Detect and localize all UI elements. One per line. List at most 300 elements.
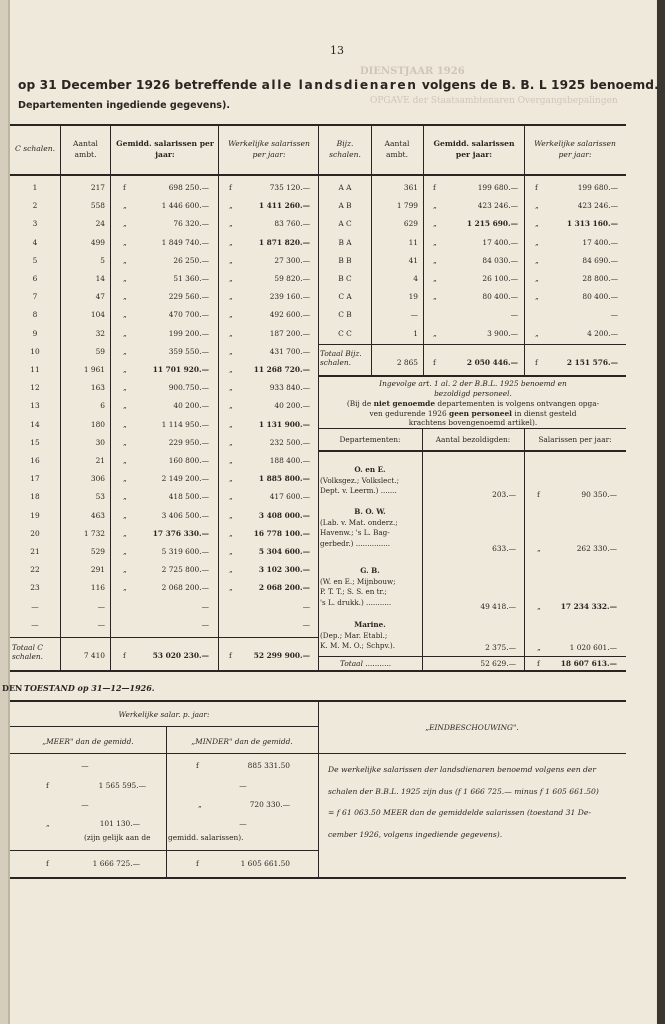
left-row-cur2: „: [229, 456, 233, 465]
right-row-avg: 199 680.—: [477, 183, 518, 192]
left-row-count: 529: [90, 547, 105, 556]
left-row-scale: 13: [30, 401, 40, 410]
left-row-count: 463: [90, 511, 105, 520]
right-col-divider-3: [524, 125, 525, 375]
right-row-cur1: „: [433, 274, 437, 283]
left-row-avg: 160 800.—: [168, 456, 209, 465]
left-row-avg: 5 319 600.—: [161, 547, 209, 556]
center-divider: [318, 125, 319, 670]
left-row-cur1: „: [123, 492, 127, 501]
left-row-cur1: „: [123, 256, 127, 265]
dept-salary-marine: 1 020 601.—: [569, 643, 617, 652]
left-row-cur1: f: [123, 183, 126, 192]
conclusion-text: [328, 759, 624, 845]
right-row-avg: 1 215 690.—: [466, 219, 518, 228]
right-row-cur2: „: [535, 256, 539, 265]
left-row-scale: 9: [32, 329, 38, 338]
left-row-count: 499: [90, 238, 105, 247]
left-row-scale: 17: [30, 474, 40, 483]
right-row-avg: —: [510, 310, 518, 319]
right-row-scale: B A: [338, 238, 352, 247]
right-row-avg: 3 900.—: [487, 329, 518, 338]
meer-row-0: —: [81, 761, 89, 770]
note-line-4b: geen personeel: [449, 409, 512, 418]
left-row-count: 53: [95, 492, 105, 501]
left-row-actual: 1 411 260.—: [258, 201, 310, 210]
note-line-2: bezoldigd personeel.: [434, 389, 512, 398]
minder-row-2: 720 330.—: [249, 800, 290, 809]
left-row-count: 217: [90, 183, 105, 192]
right-row-scale: C A: [338, 292, 352, 301]
left-row-scale: 14: [30, 420, 40, 429]
dept-cur-marine: „: [537, 643, 541, 652]
left-row-scale: 20: [30, 529, 40, 538]
left-row-scale: 21: [30, 547, 40, 556]
right-row-avg: 17 400.—: [482, 238, 518, 247]
left-row-scale: 10: [30, 347, 40, 356]
meer-total-cur: f: [46, 859, 49, 868]
right-row-count: 629: [403, 219, 418, 228]
left-row-cur2: f: [229, 183, 232, 192]
eind-header: „EINDBESCHOUWING".: [425, 723, 519, 732]
right-row-actual: 80 400.—: [582, 292, 618, 301]
minder-row-0: 885 331.50: [247, 761, 290, 770]
dept-header-count: Aantal bezoldigden:: [435, 435, 511, 444]
dept-row-gb: [320, 566, 420, 608]
left-header-avg: Gemidd. salarissen per jaar:: [116, 139, 214, 159]
bleed-through-text-2: OPGAVE der Staatsambtenaren Overgangsbepalingen: [370, 96, 618, 106]
right-row-cur1: „: [433, 219, 437, 228]
right-row-cur2: „: [535, 292, 539, 301]
left-row-cur1: „: [123, 474, 127, 483]
left-row-actual: 11 268 720.—: [253, 365, 310, 374]
left-row-count: —: [97, 602, 105, 611]
left-row-cur1: „: [123, 456, 127, 465]
right-row-scale: C C: [338, 329, 352, 338]
left-row-cur2: „: [229, 492, 233, 501]
right-row-scale: A C: [338, 219, 352, 228]
left-row-scale: 3: [32, 219, 38, 228]
right-total-count: 2 865: [396, 358, 418, 367]
left-row-cur2: „: [229, 583, 233, 592]
right-row-count: —: [410, 310, 418, 319]
right-header-scale: Bijz. schalen.: [329, 139, 361, 159]
left-row-cur2: „: [229, 401, 233, 410]
minder-cur-2: „: [198, 800, 202, 809]
left-row-scale: 5: [32, 256, 38, 265]
note-line-3a: (Bij de: [346, 399, 374, 408]
dept-col-divider-2: [524, 428, 525, 670]
equal-right: gemidd. salarissen).: [168, 833, 244, 842]
left-row-avg: 229 950.—: [168, 438, 209, 447]
left-row-actual: 735 120.—: [269, 183, 310, 192]
left-row-scale: 18: [30, 492, 40, 501]
dept-header-bottom: [318, 450, 626, 452]
heading-prefix: op 31 December 1926 betreffende: [18, 78, 262, 92]
page-subheading: Departementen ingediende gegevens).: [18, 100, 231, 111]
bottom-header-rule: [10, 753, 626, 754]
left-row-count: 59: [95, 347, 105, 356]
conclusion-line-4: cember 1926, volgens ingediende gegevens).: [328, 829, 503, 839]
right-total-cur1: f: [433, 358, 436, 367]
left-row-count: 47: [95, 292, 105, 301]
left-row-count: 6: [100, 401, 105, 410]
left-row-avg: 418 500.—: [168, 492, 209, 501]
dept-header-top: [318, 428, 626, 429]
dept-total-salary: 18 607 613.—: [560, 659, 617, 668]
left-row-scale: 19: [30, 511, 40, 520]
right-row-count: 1 799: [396, 201, 418, 210]
bottom-total-rule: [10, 850, 318, 851]
left-row-avg: 900.750.—: [168, 383, 209, 392]
conclusion-line-3: = f 61 063.50 MEER dan de gemiddelde salarissen (toestand 31 De-: [328, 808, 591, 817]
note-line-3: [320, 399, 626, 409]
left-col-divider-2: [110, 125, 111, 670]
right-row-scale: A B: [338, 201, 352, 210]
dept-salary-oe: 90 350.—: [581, 490, 617, 499]
left-row-cur1: „: [123, 329, 127, 338]
left-row-count: 291: [90, 565, 105, 574]
left-row-actual: 492 600.—: [269, 310, 310, 319]
left-row-avg: 199 200.—: [168, 329, 209, 338]
dept-salary-gb: 17 234 332.—: [560, 602, 617, 611]
right-row-count: 4: [413, 274, 418, 283]
left-row-avg: 11 701 920.—: [152, 365, 209, 374]
right-row-cur2: „: [535, 219, 539, 228]
left-row-scale: 16: [30, 456, 40, 465]
left-row-scale: —: [31, 620, 39, 629]
left-row-avg: 1 849 740.—: [161, 238, 209, 247]
meer-row-3: 101 130.—: [99, 819, 140, 828]
stand-prefix: DEN: [2, 683, 23, 693]
left-row-cur1: „: [123, 292, 127, 301]
dept-count-gb: 49 418.—: [480, 602, 516, 611]
left-row-actual: 239 160.—: [269, 292, 310, 301]
right-row-cur2: „: [535, 329, 539, 338]
left-row-avg: 17 376 330.—: [152, 529, 209, 538]
bottom-bottom-rule: [10, 877, 626, 879]
right-row-scale: A A: [338, 183, 352, 192]
right-row-cur1: „: [433, 201, 437, 210]
left-row-cur2: „: [229, 329, 233, 338]
left-row-count: 104: [90, 310, 105, 319]
left-row-avg: 2 149 200.—: [161, 474, 209, 483]
left-row-count: —: [97, 620, 105, 629]
left-col-divider-3: [218, 125, 219, 670]
heading-spaced: alle landsdienaren: [261, 78, 418, 92]
right-row-avg: 26 100.—: [482, 274, 518, 283]
left-row-cur2: „: [229, 219, 233, 228]
right-row-count: 361: [403, 183, 418, 192]
page-left-strip: [0, 0, 8, 1024]
left-row-avg: —: [201, 602, 209, 611]
left-row-cur2: „: [229, 420, 233, 429]
note-line-5: krachtens bovengenoemd artikel).: [408, 418, 538, 427]
right-col-divider-2: [423, 125, 424, 375]
left-total-cur2: f: [229, 651, 232, 660]
left-row-actual: 3 102 300.—: [258, 565, 310, 574]
left-row-actual: 5 304 600.—: [258, 547, 310, 556]
right-row-cur2: „: [535, 274, 539, 283]
left-row-count: 558: [90, 201, 105, 210]
left-row-actual: 2 068 200.—: [258, 583, 310, 592]
page-heading: [18, 78, 659, 92]
dept-total-rule: [318, 656, 626, 657]
left-row-actual: —: [302, 602, 310, 611]
table-bottom-rule: [10, 670, 626, 672]
left-row-scale: 1: [32, 183, 38, 192]
left-row-cur2: „: [229, 201, 233, 210]
right-row-count: 19: [408, 292, 418, 301]
right-row-actual: 1 313 160.—: [566, 219, 618, 228]
right-row-avg: 80 400.—: [482, 292, 518, 301]
right-row-cur1: f: [433, 183, 436, 192]
dept-cur-bow: „: [537, 544, 541, 553]
left-row-cur2: „: [229, 383, 233, 392]
dept-name: G. B.: [360, 566, 380, 575]
note-line-3b: niet genoemde: [373, 399, 436, 408]
left-row-actual: 232 500.—: [269, 438, 310, 447]
right-row-scale: C B: [338, 310, 352, 319]
dept-cur-gb: „: [537, 602, 541, 611]
right-total-cur2: f: [535, 358, 538, 367]
left-row-count: 180: [90, 420, 105, 429]
right-row-count: 1: [413, 329, 418, 338]
left-row-cur2: „: [229, 565, 233, 574]
left-row-avg: 229 560.—: [168, 292, 209, 301]
left-row-count: 14: [95, 274, 105, 283]
left-row-scale: 22: [30, 565, 40, 574]
right-row-scale: B B: [338, 256, 352, 265]
minder-row-1: —: [239, 781, 247, 790]
left-total-count: 7 410: [83, 651, 105, 660]
bottom-subheader-rule: [10, 726, 318, 727]
left-row-cur1: „: [123, 583, 127, 592]
dept-col-divider-1: [422, 428, 423, 670]
right-row-actual: 4 200.—: [587, 329, 618, 338]
dept-count-bow: 633.—: [492, 544, 516, 553]
left-header-scale: C schalen.: [14, 144, 56, 153]
right-row-actual: 84 690.—: [582, 256, 618, 265]
left-row-cur2: „: [229, 238, 233, 247]
left-row-actual: 431 700.—: [269, 347, 310, 356]
left-total-rule: [10, 637, 318, 638]
left-row-scale: 15: [30, 438, 40, 447]
left-row-actual: 1 871 820.—: [258, 238, 310, 247]
minder-total-cur: f: [196, 859, 199, 868]
dept-total-label: Totaal ...........: [340, 659, 392, 668]
right-row-scale: B C: [338, 274, 352, 283]
right-row-count: 11: [408, 238, 418, 247]
left-row-cur1: „: [123, 565, 127, 574]
left-row-cur1: „: [123, 347, 127, 356]
left-row-count: 1 732: [83, 529, 105, 538]
left-header-count: Aantal ambt.: [73, 139, 98, 159]
meer-total: 1 666 725.—: [92, 859, 140, 868]
minder-total: 1 605 661.50: [240, 859, 290, 868]
left-total-cur1: f: [123, 651, 126, 660]
left-row-avg: 51 360.—: [173, 274, 209, 283]
left-row-cur1: „: [123, 238, 127, 247]
left-row-cur1: „: [123, 420, 127, 429]
left-row-avg: 698 250.—: [168, 183, 209, 192]
left-row-avg: 26 250.—: [173, 256, 209, 265]
left-row-count: 163: [90, 383, 105, 392]
stand-label: TOESTAND op 31—12—1926.: [24, 683, 155, 693]
left-row-cur1: „: [123, 383, 127, 392]
dept-salary-bow: 262 330.—: [576, 544, 617, 553]
left-row-avg: 2 725 800.—: [161, 565, 209, 574]
left-row-scale: —: [31, 602, 39, 611]
left-row-cur2: „: [229, 256, 233, 265]
bleed-through-text: DIENSTJAAR 1926: [360, 66, 465, 77]
left-row-cur2: „: [229, 292, 233, 301]
page-number: 13: [330, 44, 344, 57]
minder-row-3: —: [239, 819, 247, 828]
conclusion-line-2: schalen der B.B.L. 1925 zijn dus (f 1 666 725.— minus f 1 605 661.50): [328, 786, 599, 796]
left-row-avg: 359 550.—: [168, 347, 209, 356]
left-header-actual: Werkelijke salarissen per jaar:: [228, 139, 310, 159]
left-row-actual: 83 760.—: [274, 219, 310, 228]
right-total-actual: 2 151 576.—: [566, 358, 618, 367]
left-row-actual: 1 131 900.—: [258, 420, 310, 429]
left-row-cur2: „: [229, 365, 233, 374]
right-row-count: 41: [408, 256, 418, 265]
left-row-scale: 2: [32, 201, 38, 210]
dept-desc-2: K. M. M. O.; Schpv.).: [320, 641, 396, 650]
minder-header: „MINDER" dan de gemidd.: [191, 737, 293, 746]
right-row-cur1: „: [433, 256, 437, 265]
dept-desc-2: P. T. T.; S. S. en tr.;: [320, 587, 387, 596]
left-row-avg: 40 200.—: [173, 401, 209, 410]
note-line-4a: ven gedurende 1926: [369, 409, 450, 418]
right-row-avg: 84 030.—: [482, 256, 518, 265]
meer-row-2: —: [81, 800, 89, 809]
left-row-actual: 187 200.—: [269, 329, 310, 338]
left-row-scale: 12: [30, 383, 40, 392]
right-row-cur1: „: [433, 292, 437, 301]
right-header-count: Aantal ambt.: [384, 139, 410, 159]
dept-desc-2: Havenw.; 's L. Bag-: [320, 528, 390, 537]
left-row-actual: 417 600.—: [269, 492, 310, 501]
left-row-count: 32: [95, 329, 105, 338]
right-row-avg: 423 246.—: [477, 201, 518, 210]
meer-cur-3: „: [46, 819, 50, 828]
dept-row-oe: [320, 465, 420, 497]
dept-total-cur: f: [537, 659, 540, 668]
left-row-cur2: „: [229, 347, 233, 356]
right-row-cur2: „: [535, 201, 539, 210]
left-row-actual: 933 840.—: [269, 383, 310, 392]
dept-row-marine: [320, 620, 420, 652]
bottom-meer-minder-divider: [166, 726, 167, 878]
right-table-bottom: [318, 375, 626, 377]
left-row-cur1: „: [123, 274, 127, 283]
left-row-scale: 6: [32, 274, 38, 283]
right-row-cur2: f: [535, 183, 538, 192]
left-row-cur1: „: [123, 219, 127, 228]
dept-count-marine: 2 375.—: [485, 643, 516, 652]
left-row-count: 306: [90, 474, 105, 483]
page-right-edge: [657, 0, 665, 1024]
left-row-actual: 27 300.—: [274, 256, 310, 265]
left-total-label: Totaal C schalen.: [12, 643, 43, 661]
left-row-avg: 470 700.—: [168, 310, 209, 319]
dept-header-dept: Departementen:: [339, 435, 401, 444]
left-row-cur2: „: [229, 474, 233, 483]
dept-total-count: 52 629.—: [480, 659, 516, 668]
left-row-actual: 40 200.—: [274, 401, 310, 410]
left-row-scale: 7: [32, 292, 38, 301]
right-row-cur1: „: [433, 238, 437, 247]
left-total-avg: 53 020 230.—: [152, 651, 209, 660]
left-row-scale: 8: [32, 310, 38, 319]
note-line-4c: in dienst gesteld: [512, 409, 577, 418]
dept-desc-1: (Dep.; Mar. Etabl.;: [320, 630, 388, 640]
left-row-avg: 1 114 950.—: [161, 420, 209, 429]
right-total-label: Totaal Bijz. schalen.: [320, 349, 362, 367]
meer-header: „MEER" dan de gemidd.: [42, 737, 134, 746]
right-row-cur2: „: [535, 238, 539, 247]
left-row-actual: 3 408 000.—: [258, 511, 310, 520]
dept-desc-3: 's L. drukk.) ...........: [320, 597, 392, 607]
right-total-rule: [318, 344, 626, 345]
right-header-actual: Werkelijke salarissen per jaar:: [534, 139, 616, 159]
meer-row-1: 1 565 595.—: [98, 781, 146, 790]
left-row-cur1: „: [123, 547, 127, 556]
left-row-cur2: „: [229, 547, 233, 556]
left-row-cur1: „: [123, 529, 127, 538]
dept-count-oe: 203.—: [492, 490, 516, 499]
left-row-scale: 4: [32, 238, 38, 247]
left-row-avg: —: [201, 620, 209, 629]
left-row-cur1: „: [123, 401, 127, 410]
left-row-cur2: „: [229, 310, 233, 319]
left-row-cur2: „: [229, 511, 233, 520]
dept-name: Marine.: [354, 620, 386, 629]
dept-name: B. O. W.: [354, 507, 386, 516]
left-row-scale: 11: [30, 365, 40, 374]
right-row-actual: 423 246.—: [577, 201, 618, 210]
left-row-count: 21: [95, 456, 105, 465]
dept-header-salary: Salarissen per jaar:: [538, 435, 612, 444]
left-row-actual: 59 820.—: [274, 274, 310, 283]
left-row-actual: 1 885 800.—: [258, 474, 310, 483]
right-total-avg: 2 050 446.—: [466, 358, 518, 367]
left-row-avg: 76 320.—: [173, 219, 209, 228]
dept-desc-1: (Volksgez.; Volkslect.;: [320, 475, 400, 485]
werkelijke-header: Werkelijke salar. p. jaar:: [118, 710, 210, 719]
left-row-cur1: „: [123, 365, 127, 374]
equal-left: (zijn gelijk aan de: [84, 833, 151, 842]
dept-desc-1: (W. en E.; Mijnbouw;: [320, 576, 396, 586]
right-row-actual: 28 800.—: [582, 274, 618, 283]
left-row-scale: 23: [30, 583, 40, 592]
left-row-cur1: „: [123, 310, 127, 319]
left-row-cur2: „: [229, 274, 233, 283]
left-row-cur2: „: [229, 438, 233, 447]
heading-suffix: volgens de B. B. L 1925 benoemd.: [417, 78, 659, 92]
left-row-actual: 16 778 100.—: [253, 529, 310, 538]
left-row-avg: 3 406 500.—: [161, 511, 209, 520]
right-row-cur1: „: [433, 329, 437, 338]
right-row-actual: 199 680.—: [577, 183, 618, 192]
left-row-count: 5: [100, 256, 105, 265]
left-row-actual: 188 400.—: [269, 456, 310, 465]
left-row-count: 116: [90, 583, 105, 592]
note-line-3c: departementen is volgens ontvangen opga-: [435, 399, 600, 408]
left-row-cur1: „: [123, 438, 127, 447]
